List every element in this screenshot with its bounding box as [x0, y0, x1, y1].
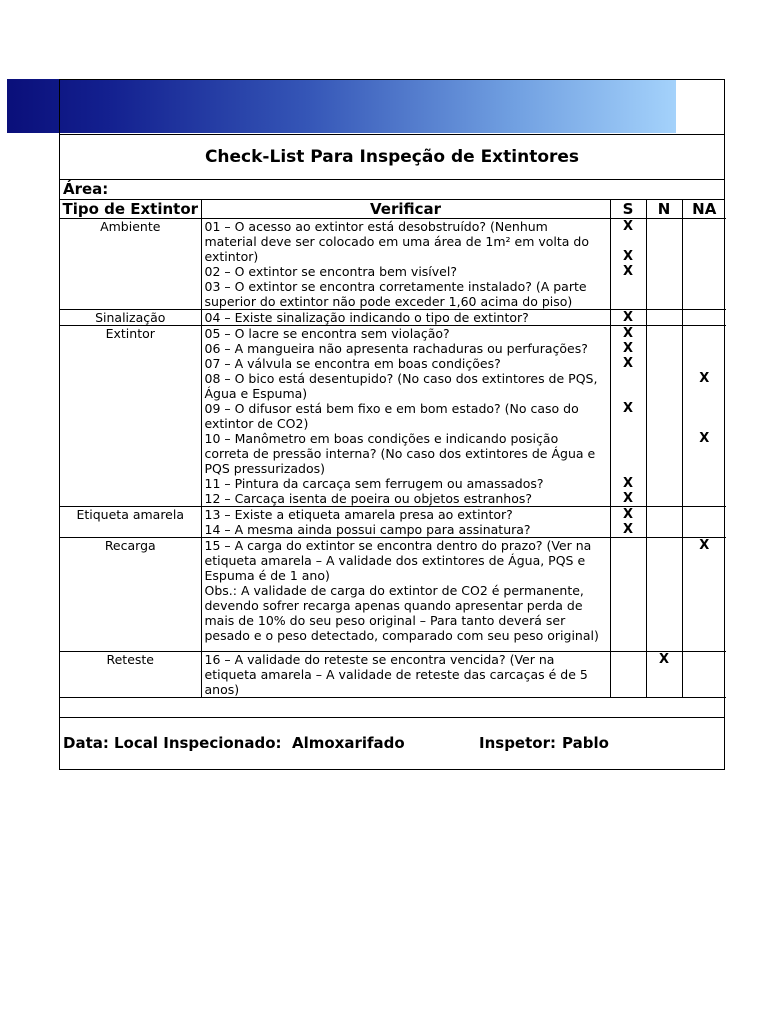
check-mark [683, 507, 727, 522]
check-mark [611, 613, 646, 628]
item-text-line: 06 – A mangueira não apresenta rachaduras ou perfurações? [204, 341, 588, 356]
check-mark [683, 476, 727, 491]
check-mark [611, 652, 646, 667]
check-mark: X [622, 401, 634, 416]
item-text-line: 04 – Existe sinalização indicando o tipo de extintor? [204, 310, 529, 325]
mark-col-n [646, 310, 682, 326]
check-mark [683, 249, 727, 264]
check-mark [647, 431, 682, 446]
item-text-line: 07 – A válvula se encontra em boas condições? [204, 356, 501, 371]
mark-col-s [610, 326, 646, 507]
row-tipo: Ambiente [60, 219, 201, 310]
check-mark: X [622, 310, 634, 325]
table-row [60, 538, 726, 652]
row-items [201, 538, 610, 652]
check-mark [647, 476, 682, 491]
item-text-line: Obs.: A validade de carga do extintor de CO2 é permanente, [204, 583, 584, 598]
row-tipo: Extintor [60, 326, 201, 507]
item-text-line: 08 – O bico está desentupido? (No caso dos extintores de PQS, [204, 371, 598, 386]
area-label: Área: [60, 180, 724, 200]
footer-data-label: Data: [63, 734, 109, 752]
mark-col-s [610, 507, 646, 538]
checklist-table [60, 200, 726, 698]
check-mark [683, 416, 727, 431]
check-mark [611, 431, 646, 446]
mark-col-na [682, 652, 726, 698]
check-mark [611, 371, 646, 386]
check-mark [611, 279, 646, 294]
check-mark [647, 613, 682, 628]
table-row [60, 507, 726, 538]
item-text-line: Espuma é de 1 ano) [204, 568, 330, 583]
check-mark [683, 628, 727, 643]
check-mark [647, 341, 682, 356]
mark-col-s [610, 310, 646, 326]
check-mark [611, 294, 646, 309]
table-row [60, 652, 726, 698]
check-mark [683, 522, 727, 537]
check-mark: X [622, 522, 634, 537]
checklist-form [59, 79, 725, 770]
check-mark [683, 386, 727, 401]
item-text-line: mais de 10% do seu peso original – Para tanto deverá ser [204, 613, 566, 628]
item-text-line: 01 – O acesso ao extintor está desobstruído? (Nenhum [204, 219, 548, 234]
check-mark [647, 522, 682, 537]
check-mark [683, 583, 727, 598]
check-mark [683, 341, 727, 356]
mark-col-na [682, 326, 726, 507]
check-mark [683, 356, 727, 371]
blank-row [60, 698, 724, 718]
check-mark [683, 219, 727, 234]
footer [60, 718, 724, 769]
check-mark [647, 416, 682, 431]
item-text-line: anos) [204, 682, 240, 697]
check-mark [611, 386, 646, 401]
header-verificar: Verificar [201, 200, 610, 219]
mark-col-na [682, 310, 726, 326]
item-text-line: 03 – O extintor se encontra corretamente instalado? (A parte [204, 279, 587, 294]
row-tipo: Sinalização [60, 310, 201, 326]
check-mark [647, 326, 682, 341]
header-na: NA [682, 200, 726, 219]
check-mark [611, 598, 646, 613]
item-text-line: 14 – A mesma ainda possui campo para assinatura? [204, 522, 531, 537]
check-mark [611, 568, 646, 583]
check-mark [683, 279, 727, 294]
check-mark [611, 583, 646, 598]
check-mark [683, 461, 727, 476]
row-tipo: Etiqueta amarela [60, 507, 201, 538]
check-mark [683, 294, 727, 309]
check-mark [683, 667, 727, 682]
check-mark [647, 538, 682, 553]
mark-col-n [646, 652, 682, 698]
footer-local-value: Almoxarifado [292, 734, 405, 752]
check-mark [683, 553, 727, 568]
check-mark [611, 234, 646, 249]
check-mark: X [622, 341, 634, 356]
footer-inspetor-label: Inspetor: [479, 734, 556, 752]
check-mark [683, 264, 727, 279]
item-text-line: extintor de CO2) [204, 416, 309, 431]
check-mark [611, 667, 646, 682]
check-mark [611, 538, 646, 553]
check-mark [647, 598, 682, 613]
item-text-line: material deve ser colocado em uma área de 1m² em volta do [204, 234, 589, 249]
check-mark [611, 682, 646, 697]
check-mark [611, 553, 646, 568]
check-mark: X [622, 249, 634, 264]
row-items [201, 652, 610, 698]
check-mark: X [622, 356, 634, 371]
row-items [201, 219, 610, 310]
item-text-line: etiqueta amarela – A validade dos extintores de Água, PQS e [204, 553, 586, 568]
mark-col-n [646, 507, 682, 538]
check-mark [647, 356, 682, 371]
check-mark [647, 628, 682, 643]
check-mark [647, 219, 682, 234]
check-mark: X [622, 264, 634, 279]
check-mark [647, 583, 682, 598]
item-text-line: pesado e o peso detectado, comparado com seu peso original) [204, 628, 599, 643]
item-text-line: correta de pressão interna? (No caso dos extintores de Água e [204, 446, 596, 461]
check-mark [683, 568, 727, 583]
check-mark [647, 568, 682, 583]
header-tipo: Tipo de Extintor [60, 200, 201, 219]
check-mark [647, 446, 682, 461]
check-mark [611, 416, 646, 431]
check-mark: X [622, 491, 634, 506]
check-mark [683, 310, 727, 325]
table-row [60, 219, 726, 310]
check-mark: X [699, 371, 710, 386]
check-mark [683, 326, 727, 341]
check-mark [647, 507, 682, 522]
mark-col-n [646, 219, 682, 310]
item-text-line: 11 – Pintura da carcaça sem ferrugem ou amassados? [204, 476, 544, 491]
header-n: N [646, 200, 682, 219]
check-mark [611, 461, 646, 476]
check-mark [647, 682, 682, 697]
mark-col-s [610, 219, 646, 310]
row-tipo: Reteste [60, 652, 201, 698]
table-header-row [60, 200, 726, 219]
header-s: S [610, 200, 646, 219]
check-mark: X [699, 538, 710, 553]
item-text-line: 05 – O lacre se encontra sem violação? [204, 326, 450, 341]
item-text-line: etiqueta amarela – A validade de reteste das carcaças é de 5 [204, 667, 588, 682]
check-mark [683, 446, 727, 461]
check-mark: X [622, 507, 634, 522]
check-mark [683, 401, 727, 416]
check-mark [647, 279, 682, 294]
item-text-line: superior do extintor não pode exceder 1,60 acima do piso) [204, 294, 573, 309]
table-row [60, 310, 726, 326]
check-mark [683, 491, 727, 506]
item-text-line: Água e Espuma) [204, 386, 308, 401]
check-mark: X [622, 476, 634, 491]
check-mark [647, 401, 682, 416]
item-text-line: 02 – O extintor se encontra bem visível? [204, 264, 457, 279]
check-mark [683, 652, 727, 667]
check-mark [647, 310, 682, 325]
check-mark: X [622, 219, 634, 234]
check-mark [647, 553, 682, 568]
footer-inspetor-value: Pablo [562, 734, 609, 752]
item-text-line: 16 – A validade do reteste se encontra vencida? (Ver na [204, 652, 555, 667]
mark-col-s [610, 652, 646, 698]
check-mark [647, 264, 682, 279]
check-mark [647, 234, 682, 249]
check-mark [647, 461, 682, 476]
mark-col-na [682, 507, 726, 538]
item-text-line: 12 – Carcaça isenta de poeira ou objetos estranhos? [204, 491, 533, 506]
mark-col-na [682, 219, 726, 310]
row-items [201, 507, 610, 538]
check-mark [647, 294, 682, 309]
check-mark [611, 446, 646, 461]
page-title: Check-List Para Inspeção de Extintores [60, 135, 724, 180]
check-mark [647, 249, 682, 264]
banner-row [60, 80, 724, 135]
item-text-line: 10 – Manômetro em boas condições e indicando posição [204, 431, 559, 446]
check-mark [647, 371, 682, 386]
mark-col-s [610, 538, 646, 652]
check-mark [647, 386, 682, 401]
check-mark [647, 491, 682, 506]
mark-col-n [646, 326, 682, 507]
check-mark [683, 613, 727, 628]
row-items [201, 310, 610, 326]
row-tipo: Recarga [60, 538, 201, 652]
item-text-line: extintor) [204, 249, 259, 264]
mark-col-na [682, 538, 726, 652]
table-row [60, 326, 726, 507]
item-text-line: 13 – Existe a etiqueta amarela presa ao extintor? [204, 507, 513, 522]
row-items [201, 326, 610, 507]
check-mark [647, 667, 682, 682]
check-mark [683, 234, 727, 249]
check-mark [683, 682, 727, 697]
check-mark [683, 598, 727, 613]
check-mark: X [658, 652, 670, 667]
item-text-line: 09 – O difusor está bem fixo e em bom estado? (No caso do [204, 401, 579, 416]
check-mark [611, 628, 646, 643]
check-mark: X [699, 431, 710, 446]
footer-local-label: Local Inspecionado: [114, 734, 282, 752]
item-text-line: 15 – A carga do extintor se encontra dentro do prazo? (Ver na [204, 538, 592, 553]
item-text-line: PQS pressurizados) [204, 461, 326, 476]
item-text-line: devendo sofrer recarga apenas quando apresentar perda de [204, 598, 583, 613]
mark-col-n [646, 538, 682, 652]
check-mark: X [622, 326, 634, 341]
